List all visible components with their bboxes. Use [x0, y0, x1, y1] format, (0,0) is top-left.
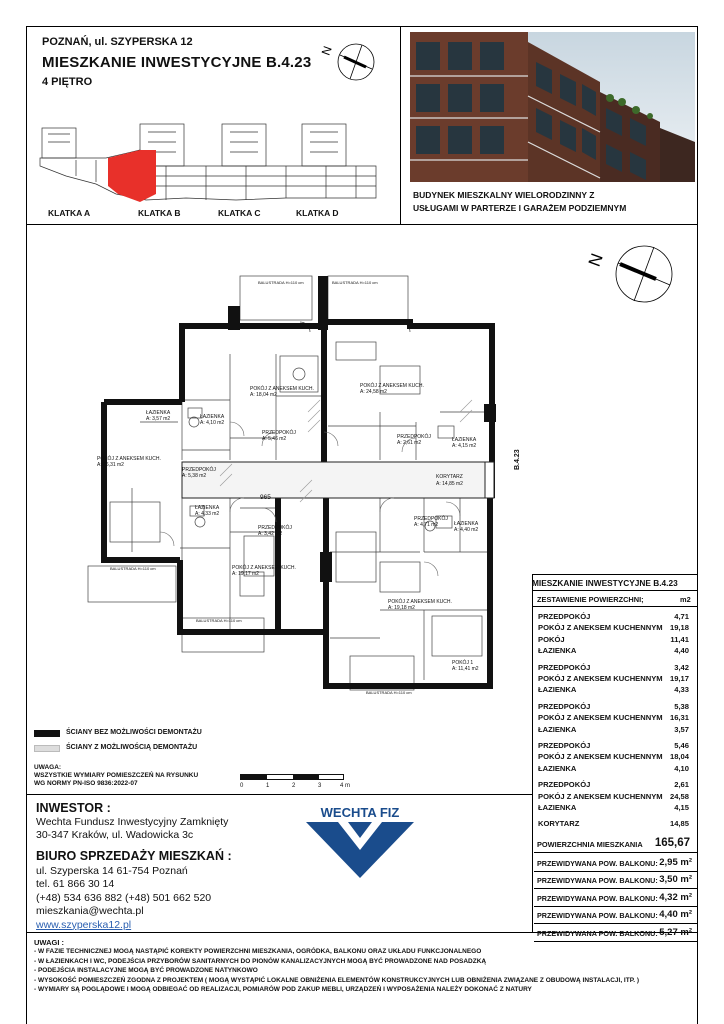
- note-item: - W ŁAZIENKACH I WC, PODEJŚCIA PRZYBORÓW SANITARNYCH DO PIONÓW KANALIZACYJNYCH MOGĄ BYĆ PROWADZONE NAD POSADZKĄ: [34, 957, 487, 965]
- room-area: A: 5,46 m2: [262, 436, 287, 442]
- note-item: - W FAZIE TECHNICZNEJ MOGĄ NASTĄPIĆ KOREKTY POWIERZCHNI MIESZKANIA, OGRÓDKA, BALKONU ORAZ UKŁADU FUNKCJONALNEGO: [34, 948, 482, 956]
- room-label: [360, 383, 424, 395]
- table-row: [534, 792, 697, 802]
- room-type: PRZEDPOKÓJ: [538, 701, 591, 711]
- room-name: POKÓJ Z ANEKSEM KUCH.: [232, 565, 296, 571]
- building-caption: [413, 189, 703, 215]
- room-type: POKÓJ Z ANEKSEM KUCHENNYM: [538, 674, 663, 683]
- divider: [532, 574, 533, 932]
- table-row: [534, 663, 697, 673]
- room-area-value: 5,38: [674, 701, 689, 711]
- room-area: A: 4,33 m2: [195, 511, 220, 517]
- room-name: POKÓJ Z ANEKSEM KUCH.: [97, 456, 161, 462]
- note-item: - WYMIARY SĄ POGLĄDOWE I MOGĄ ODBIEGAĆ OD REALIZACJI, POMIARÓW POD ZAKUP MEBLI, URZĄDZEŃ I WYPOSAŻENIA NALEŻY DOKONAĆ Z NATURY: [34, 986, 532, 994]
- room-type: POKÓJ Z ANEKSEM KUCHENNYM: [538, 623, 663, 633]
- room-area-value: 16,31: [669, 713, 689, 723]
- table-row: [534, 752, 697, 762]
- room-area-value: 18,04: [669, 752, 689, 762]
- room-type: KORYTARZ: [538, 819, 580, 829]
- room-area: A: 19,17 m2: [232, 571, 259, 577]
- notes: [34, 938, 639, 994]
- room-area-value: 4,33: [674, 685, 689, 695]
- table-row: [534, 741, 697, 751]
- room-name: PRZEDPOKÓJ: [414, 516, 448, 522]
- room-area-value: 19,17: [669, 674, 689, 683]
- room-label: [182, 467, 216, 479]
- korytarz-area: A: 14,85 m2: [436, 481, 463, 487]
- divider: [532, 606, 698, 607]
- klatka-a: KLATKA A: [48, 208, 91, 218]
- klatka-d: KLATKA D: [296, 208, 339, 218]
- sales-details: [36, 865, 211, 932]
- room-type: PRZEDPOKÓJ: [538, 662, 591, 672]
- room-area-value: 4,71: [674, 612, 689, 621]
- room-area: A: 11,41 m2: [452, 666, 479, 672]
- room-area-value: 3,57: [674, 724, 689, 734]
- table-row: [534, 674, 697, 684]
- website-link[interactable]: www.szyperska12.pl: [36, 918, 132, 931]
- balcony-value: 2,95 m²: [659, 857, 692, 868]
- table-row: [534, 646, 697, 656]
- balcony-label: PRZEWIDYWANA POW. BALKONU:: [537, 893, 658, 903]
- room-label: [200, 414, 224, 426]
- room-area-value: 19,18: [669, 623, 689, 633]
- room-type: POKÓJ Z ANEKSEM KUCHENNYM: [538, 752, 663, 762]
- table-row: [534, 623, 697, 633]
- divider: [532, 574, 698, 575]
- note-item: - PODEJŚCIA INSTALACYJNE MOGĄ BYĆ PROWADZONE NATYNKOWO: [34, 967, 258, 975]
- klatka-b: KLATKA B: [138, 208, 181, 218]
- balcony-label: PRZEWIDYWANA POW. BALKONU:: [537, 859, 658, 868]
- room-type: POKÓJ Z ANEKSEM KUCHENNYM: [538, 713, 663, 723]
- balcony-label: BALUSTRADA H=110 cm: [258, 280, 304, 285]
- table-row: [534, 685, 697, 695]
- divider: [532, 590, 698, 591]
- room-area-value: 3,42: [674, 662, 689, 672]
- table-row: [534, 725, 697, 735]
- balcony-row: [534, 891, 698, 907]
- key-plan: [36, 120, 386, 206]
- room-area-value: 11,41: [670, 634, 689, 644]
- note-item: - WYSOKOŚĆ POMIESZCZEŃ ZGODNA Z PROJEKTEM ( MOGĄ WYSTĄPIĆ LOKALNE OBNIŻENIA ELEMENTÓW KONSTRUKCYJNYCH LUB OBNIŻENIA ZWIĄZANE Z OBUDOWĄ INSTALACJI, ITP. ): [34, 976, 639, 984]
- scale-tick-1: 1: [266, 783, 270, 789]
- room-name: ŁAZIENKA: [452, 437, 477, 443]
- room-area-value: 24,58: [669, 791, 689, 801]
- balcony-label: PRZEWIDYWANA POW. BALKONU:: [537, 876, 658, 886]
- room-name: PRZEDPOKÓJ: [258, 525, 292, 531]
- dimensions-note: [34, 764, 198, 788]
- scale-tick-0: 0: [240, 783, 244, 789]
- balcony-label: BALUSTRADA H=110 cm: [366, 690, 412, 695]
- room-area-value: 4,10: [674, 763, 689, 773]
- notes-heading: UWAGI :: [34, 938, 64, 947]
- wechta-logo-icon: [300, 820, 420, 880]
- room-name: ŁAZIENKA: [454, 521, 479, 527]
- investor-line: 30-347 Kraków, ul. Wadowicka 3c: [36, 829, 194, 841]
- compass-large-icon: [584, 238, 680, 310]
- investor-heading: INWESTOR :: [36, 801, 111, 815]
- room-name: POKÓJ Z ANEKSEM KUCH.: [388, 599, 452, 605]
- room-area: A: 18,04 m2: [250, 392, 277, 398]
- legend-swatch-solid: [34, 730, 60, 737]
- room-area: A: 5,38 m2: [182, 473, 207, 479]
- sales-email[interactable]: mieszkania@wechta.pl: [36, 905, 144, 918]
- room-area: A: 3,57 m2: [146, 416, 171, 422]
- sales-heading: BIURO SPRZEDAŻY MIESZKAŃ :: [36, 849, 232, 863]
- balcony-row: [534, 856, 698, 872]
- uwaga-line: UWAGA:: [34, 764, 62, 771]
- room-area-value: 2,61: [674, 780, 689, 790]
- room-label: [388, 599, 452, 611]
- room-area: A: 24,58 m2: [360, 389, 387, 395]
- balcony-value: 4,40 m²: [659, 909, 692, 921]
- room-type: ŁAZIENKA: [538, 803, 577, 812]
- page-title: MIESZKANIE INWESTYCYJNE B.4.23: [42, 54, 312, 71]
- scale-bar: [240, 774, 344, 780]
- table-row: [534, 803, 697, 813]
- uwaga-line: WSZYSTKIE WYMIARY POMIESZCZEŃ NA RYSUNKU: [34, 772, 199, 779]
- room-area: A: 19,18 m2: [388, 605, 415, 611]
- balcony-value: 5,27 m²: [659, 926, 692, 938]
- room-label: [397, 434, 431, 446]
- room-name: ŁAZIENKA: [200, 414, 225, 420]
- table-row: [534, 713, 697, 723]
- room-type: ŁAZIENKA: [538, 724, 577, 734]
- scale-tick-4: 4 m: [340, 783, 351, 789]
- room-type: POKÓJ: [538, 634, 565, 644]
- korytarz-length: 965: [260, 494, 271, 501]
- caption-line-2: USŁUGAMI W PARTERZE I GARAŻEM PODZIEMNYM: [413, 203, 627, 213]
- room-label: [454, 521, 478, 533]
- room-name: ŁAZIENKA: [195, 505, 220, 511]
- room-name: ŁAZIENKA: [146, 410, 171, 416]
- total-area-row: [534, 838, 698, 853]
- logo-text: WECHTA FIZ: [320, 805, 400, 820]
- room-area-value: 5,46: [674, 741, 689, 750]
- korytarz-label: KORYTARZ: [436, 474, 463, 480]
- legend-item-1: ŚCIANY BEZ MOŻLIWOŚCI DEMONTAŻU: [66, 729, 202, 736]
- room-label: [195, 505, 219, 517]
- legend-item-2: ŚCIANY Z MOŻLIWOŚCIĄ DEMONTAŻU: [66, 744, 198, 751]
- investor-details: [36, 816, 228, 842]
- table-row: [534, 764, 697, 774]
- table-col-name: ZESTAWIENIE POWIERZCHNI;: [537, 595, 644, 604]
- total-area-value: 165,67: [654, 837, 690, 849]
- room-label: [250, 386, 314, 398]
- legend-swatch-light: [34, 745, 60, 752]
- unit-highlight: [108, 150, 156, 202]
- scale-tick-3: 3: [318, 783, 322, 789]
- room-label: [232, 565, 296, 577]
- table-row: [534, 612, 697, 622]
- room-type: ŁAZIENKA: [538, 763, 577, 773]
- divider: [26, 794, 532, 795]
- unit-id-label: B.4.23: [514, 449, 521, 470]
- room-label: [97, 456, 161, 468]
- room-label: [146, 410, 170, 422]
- total-area-label: POWIERZCHNIA MIESZKANIA: [537, 840, 643, 849]
- klatka-c: KLATKA C: [218, 208, 261, 218]
- balcony-label: BALUSTRADA H=110 cm: [196, 618, 242, 623]
- room-area-value: 4,15: [674, 803, 689, 812]
- compass-large-north-label: N: [584, 250, 607, 269]
- room-name: POKÓJ Z ANEKSEM KUCH.: [360, 383, 424, 389]
- city-address: POZNAŃ, ul. SZYPERSKA 12: [42, 36, 193, 48]
- room-label: [258, 525, 292, 537]
- balcony-label: BALUSTRADA H=110 cm: [332, 280, 378, 285]
- room-type: ŁAZIENKA: [538, 685, 577, 695]
- room-type: PRZEDPOKÓJ: [538, 741, 591, 750]
- uwaga-line: WG NORMY PN-ISO 9836:2022-07: [34, 780, 138, 787]
- room-area: A: 4,15 m2: [452, 443, 477, 449]
- table-row: [534, 702, 697, 712]
- room-name: PRZEDPOKÓJ: [182, 467, 216, 473]
- room-type: ŁAZIENKA: [538, 646, 577, 656]
- floor-label: 4 PIĘTRO: [42, 76, 93, 88]
- table-title: MIESZKANIE INWESTYCYJNE B.4.23: [532, 578, 678, 588]
- room-name: POKÓJ 1: [452, 660, 474, 666]
- room-area: A: 4,10 m2: [200, 420, 225, 426]
- room-area: A: 4,40 m2: [454, 527, 479, 533]
- room-name: PRZEDPOKÓJ: [262, 430, 296, 436]
- sales-phone: tel. 61 866 30 14: [36, 878, 115, 891]
- room-area-value: 4,40: [674, 646, 689, 656]
- balcony-value: 4,32 m²: [659, 891, 692, 903]
- compass-north-label: N: [318, 44, 335, 58]
- divider: [26, 224, 698, 225]
- balcony-row: [534, 908, 698, 924]
- sales-address: ul. Szyperska 14 61-754 Poznań: [36, 865, 188, 877]
- table-row: [534, 819, 697, 829]
- table-col-unit: m2: [680, 595, 691, 604]
- caption-line-1: BUDYNEK MIESZKALNY WIELORODZINNY Z: [413, 190, 595, 200]
- table-row: [534, 635, 697, 645]
- investor-line: Wechta Fundusz Inwestycyjny Zamknięty: [36, 816, 229, 828]
- sales-mobile: (+48) 534 636 882 (+48) 501 662 520: [36, 891, 212, 904]
- compass-icon: [318, 40, 380, 86]
- room-name: POKÓJ Z ANEKSEM KUCH.: [250, 386, 314, 392]
- divider: [400, 26, 401, 224]
- balcony-label: BALUSTRADA H=110 cm: [110, 566, 156, 571]
- room-type: PRZEDPOKÓJ: [538, 612, 591, 621]
- room-type: PRZEDPOKÓJ: [538, 780, 591, 790]
- room-area-value: 14,85: [669, 819, 689, 829]
- room-area: A: 3,42 m2: [258, 531, 283, 537]
- scale-tick-2: 2: [292, 783, 296, 789]
- balcony-row: [534, 873, 698, 889]
- room-area: A: 16,31 m2: [97, 462, 124, 468]
- room-area: A: 2,61 m2: [397, 440, 422, 446]
- table-row: [534, 780, 697, 790]
- balcony-label: PRZEWIDYWANA POW. BALKONU:: [537, 911, 658, 921]
- balcony-value: 3,50 m²: [659, 874, 692, 886]
- building-rendering: [410, 32, 695, 182]
- room-label: [452, 660, 479, 672]
- room-name: PRZEDPOKÓJ: [397, 434, 431, 440]
- room-type: POKÓJ Z ANEKSEM KUCHENNYM: [538, 791, 663, 801]
- room-label: [262, 430, 296, 442]
- room-area: A: 4,71 m2: [414, 522, 439, 528]
- balcony-label: PRZEWIDYWANA POW. BALKONU:: [537, 928, 658, 938]
- room-label: [414, 516, 448, 528]
- room-label: [452, 437, 476, 449]
